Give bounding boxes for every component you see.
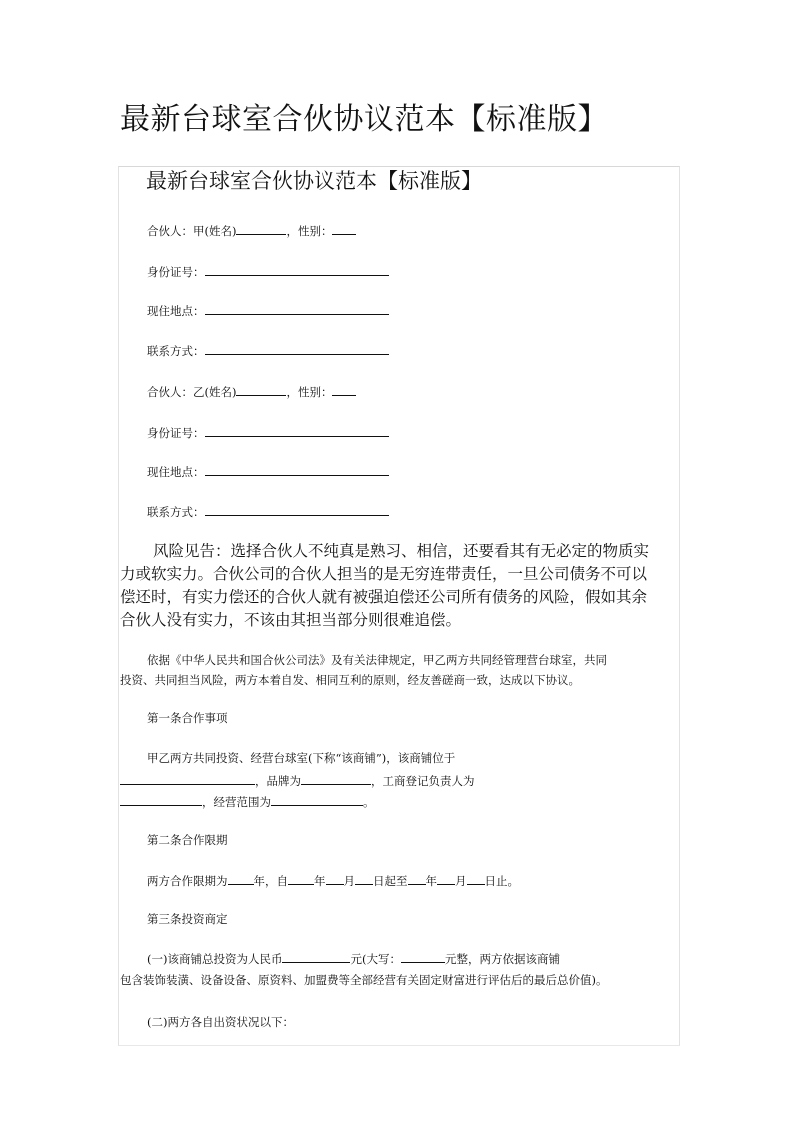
partner-b-contact-label: 联系方式：	[147, 505, 205, 519]
end-month-blank	[437, 873, 455, 885]
investment-uppercase-blank	[401, 951, 445, 963]
partner-b-address-row	[147, 464, 389, 480]
term-years-blank	[228, 873, 254, 885]
investment-text: (一)该商铺总投资为人民币	[147, 952, 283, 966]
article-1-line-1: 甲乙两方共同投资、经营台球室(下称“该商铺”)，该商铺位于	[147, 751, 456, 765]
partner-b-contact-row	[147, 504, 389, 520]
business-scope-label: ，经营范围为	[202, 795, 271, 809]
investment-amount-blank	[282, 951, 350, 963]
partner-b-name-blank	[236, 384, 286, 396]
partner-a-gender-label: ，性别：	[286, 224, 333, 238]
term-text: 日止。	[484, 874, 519, 888]
page-heading: 最新台球室合伙协议范本【标准版】	[146, 169, 482, 193]
term-text: 两方合作限期为	[147, 874, 228, 888]
partner-a-contact-blank	[205, 343, 389, 355]
partner-b-gender-label: ，性别：	[286, 385, 333, 399]
article-1-line-2	[120, 773, 475, 789]
end-day-blank	[467, 873, 485, 885]
article-3-item-1	[147, 951, 560, 967]
term-text: 年，自	[253, 874, 288, 888]
term-text: 月	[343, 874, 355, 888]
term-text: 日起至	[373, 874, 408, 888]
article-1-end: 。	[363, 795, 375, 809]
partner-b-id-blank	[205, 425, 389, 437]
risk-warning-line: 合伙人没有实力，不该由其担当部分则很难追偿。	[120, 611, 462, 629]
investment-text: 元(大写：	[350, 952, 401, 966]
risk-warning-line: 风险见告：选择合伙人不纯真是熟习、相信，还要看其有无必定的物质实	[153, 542, 650, 560]
term-text: 年	[314, 874, 326, 888]
partner-a-address-row	[147, 303, 389, 319]
partner-a-contact-label: 联系方式：	[147, 344, 205, 358]
partner-a-address-label: 现住地点：	[147, 304, 205, 318]
start-day-blank	[355, 873, 373, 885]
partner-a-name-label: 合伙人：甲(姓名)	[147, 224, 237, 238]
business-scope-blank	[271, 794, 363, 806]
risk-warning-line: 偿还时，有实力偿还的合伙人就有被强迫偿还公司所有债务的风险，假如其余	[120, 588, 648, 606]
article-2-title: 第二条合作限期	[147, 833, 228, 847]
document-title: 最新台球室合伙协议范本【标准版】	[120, 102, 608, 137]
registrant-label: ，工商登记负责人为	[371, 774, 475, 788]
article-1-line-3	[120, 794, 375, 810]
partner-b-gender-blank	[332, 384, 356, 396]
article-2-term-line	[147, 873, 519, 889]
article-3-item-2: (二)两方各自出资状况以下：	[147, 1015, 294, 1029]
start-month-blank	[326, 873, 344, 885]
preamble-line: 依据《中华人民共和国合伙公司法》及有关法律规定，甲乙两方共同经管理营台球室，共同	[147, 653, 607, 667]
partner-b-address-blank	[205, 464, 389, 476]
partner-a-name-row	[147, 223, 356, 239]
partner-b-name-label: 合伙人：乙(姓名)	[147, 385, 237, 399]
term-text: 月	[455, 874, 467, 888]
partner-b-contact-blank	[205, 504, 389, 516]
partner-a-id-blank	[205, 264, 389, 276]
partner-b-name-row	[147, 384, 356, 400]
term-text: 年	[425, 874, 437, 888]
risk-warning-line: 力或软实力。合伙公司的合伙人担当的是无穷连带责任，一旦公司债务不可以	[120, 565, 648, 583]
start-year-blank	[288, 873, 314, 885]
preamble	[120, 650, 607, 690]
partner-a-contact-row	[147, 343, 389, 359]
risk-warning	[120, 540, 680, 632]
partner-a-name-blank	[236, 223, 286, 235]
partner-a-id-row	[147, 264, 389, 280]
partner-b-id-label: 身份证号：	[147, 426, 205, 440]
end-year-blank	[408, 873, 426, 885]
article-3-title: 第三条投资商定	[147, 912, 228, 926]
article-1-title: 第一条合作事项	[147, 711, 228, 725]
partner-a-address-blank	[205, 303, 389, 315]
partner-a-id-label: 身份证号：	[147, 265, 205, 279]
preamble-line: 投资、共同担当风险，两方本着自发、相同互利的原则，经友善磋商一致，达成以下协议。	[120, 673, 580, 687]
partner-b-address-label: 现住地点：	[147, 465, 205, 479]
partner-a-gender-blank	[332, 223, 356, 235]
brand-label: ，品牌为	[255, 774, 301, 788]
shop-location-blank	[120, 773, 255, 785]
article-3-item-1-line-2: 包含装饰装潢、设备设备、原资料、加盟费等全部经营有关固定财富进行评估后的最后总价值)。	[120, 973, 608, 987]
registrant-blank	[120, 794, 202, 806]
partner-b-id-row	[147, 425, 389, 441]
brand-blank	[301, 773, 371, 785]
investment-text: 元整，两方依据该商铺	[444, 952, 560, 966]
